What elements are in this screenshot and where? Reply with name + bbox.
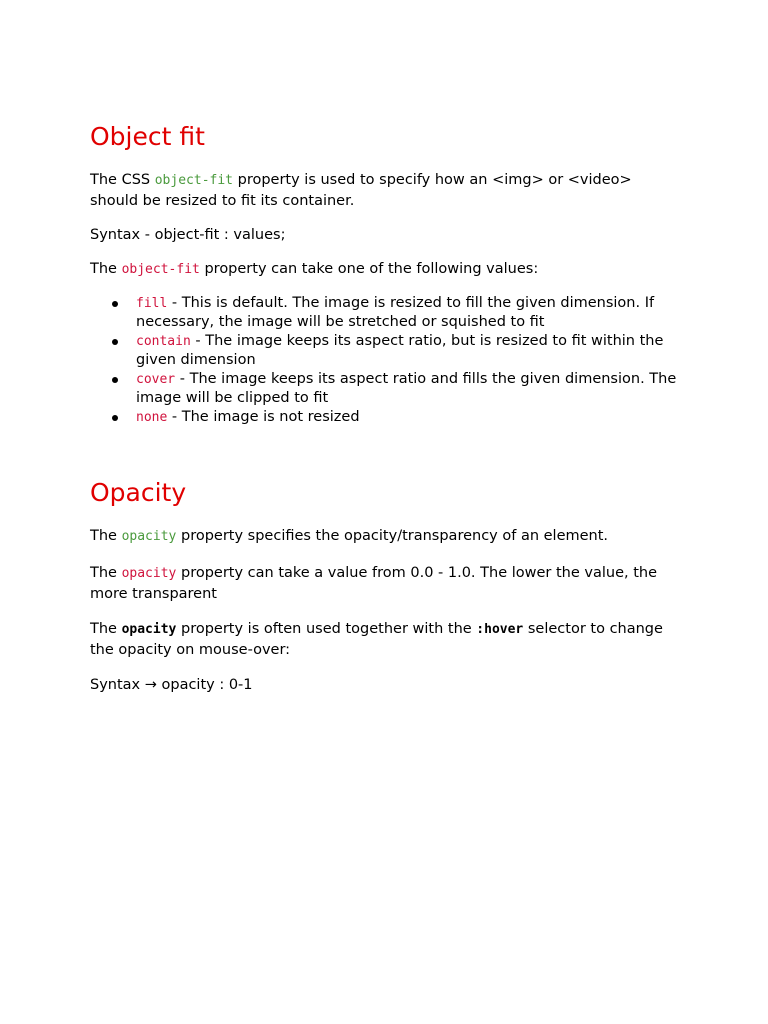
object-fit-values-list <box>90 294 680 427</box>
opacity-hover <box>90 619 680 660</box>
bullet-icon <box>112 339 118 345</box>
bullet-icon <box>112 301 118 307</box>
value-code: none <box>136 410 168 425</box>
intro-code: object-fit <box>154 173 234 188</box>
object-fit-intro <box>90 170 680 211</box>
object-fit-syntax: Syntax - object-fit : values; <box>90 227 286 243</box>
list-item <box>90 332 680 370</box>
p3-code: opacity <box>121 622 177 637</box>
object-fit-values-intro <box>90 259 680 280</box>
intro-pre-text: The CSS <box>90 172 155 188</box>
opacity-heading: Opacity <box>90 478 187 507</box>
value-desc: - This is default. The image is resized to fill the given dimension. If necessary, the image will be stretched or squished to fit <box>136 295 655 330</box>
list-item <box>90 294 680 332</box>
value-desc: - The image keeps its aspect ratio and fills the given dimension. The image will be clipped to fit <box>136 371 677 406</box>
value-code: cover <box>136 372 176 387</box>
p3-mid-text: property is often used together with the <box>176 621 477 637</box>
object-fit-heading: Object fit <box>90 122 205 151</box>
list-item <box>90 370 680 408</box>
bullet-icon <box>112 377 118 383</box>
opacity-syntax: Syntax → opacity : 0-1 <box>90 677 253 693</box>
value-desc: - The image is not resized <box>167 409 360 425</box>
p2-pre-text: The <box>90 565 122 581</box>
values-pre-text: The <box>90 261 122 277</box>
p2-post-text: property can take a value from 0.0 - 1.0. The lower the value, the more transparent <box>90 565 658 602</box>
value-code: contain <box>136 334 191 349</box>
p3-pre-text: The <box>90 621 122 637</box>
bullet-icon <box>112 415 118 421</box>
value-code: fill <box>136 296 168 311</box>
p2-code: opacity <box>121 566 177 581</box>
intro-post-text: property is used to specify how an <img> or <video> should be resized to fit its container. <box>90 172 632 209</box>
opacity-description <box>90 526 680 547</box>
value-desc: - The image keeps its aspect ratio, but is resized to fit within the given dimension <box>136 333 664 368</box>
p1-code: opacity <box>121 529 177 544</box>
opacity-range <box>90 563 680 604</box>
list-item <box>90 408 680 427</box>
values-post-text: property can take one of the following values: <box>199 261 539 277</box>
p3-hover-code: :hover <box>476 622 524 637</box>
p1-post-text: property specifies the opacity/transparency of an element. <box>176 528 609 544</box>
p1-pre-text: The <box>90 528 122 544</box>
values-code: object-fit <box>121 262 200 277</box>
p3-post-text: selector to change the opacity on mouse-over: <box>90 621 663 658</box>
